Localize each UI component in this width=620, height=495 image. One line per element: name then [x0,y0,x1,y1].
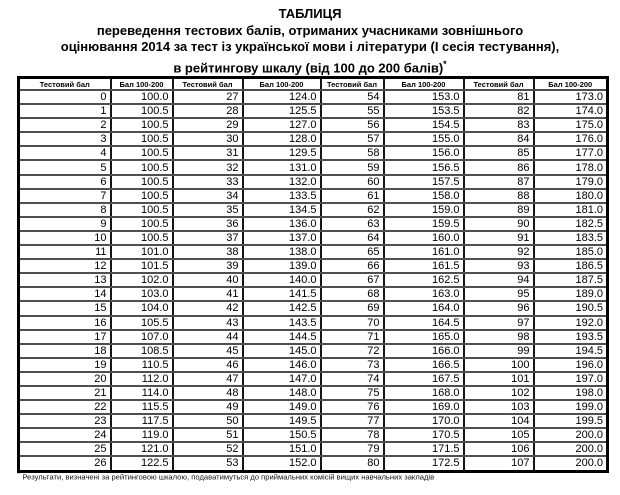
header-test-score-1: Тестовий бал [19,78,111,91]
test-score-cell: 97 [464,316,534,330]
test-score-cell: 70 [321,316,384,330]
test-score-cell: 81 [464,90,534,104]
table-row [19,316,608,330]
rating-score-cell: 142.5 [243,301,321,315]
test-score-cell: 17 [19,330,111,344]
test-score-cell: 103 [464,400,534,414]
test-score-cell: 82 [464,104,534,118]
test-score-cell: 12 [19,259,111,273]
rating-score-cell: 100.5 [111,175,173,189]
test-score-cell: 40 [173,273,243,287]
table-row [19,330,608,344]
rating-score-cell: 153.5 [384,104,464,118]
rating-score-cell: 157.5 [384,175,464,189]
rating-score-cell: 200.0 [534,428,608,442]
test-score-cell: 7 [19,189,111,203]
rating-score-cell: 131.0 [243,160,321,174]
table-row [19,231,608,245]
table-row [19,442,608,456]
rating-score-cell: 156.0 [384,146,464,160]
test-score-cell: 77 [321,414,384,428]
test-score-cell: 98 [464,330,534,344]
test-score-cell: 75 [321,386,384,400]
rating-score-cell: 104.0 [111,301,173,315]
rating-score-cell: 166.5 [384,358,464,372]
rating-score-cell: 150.5 [243,428,321,442]
test-score-cell: 80 [321,456,384,471]
rating-score-cell: 112.0 [111,372,173,386]
test-score-cell: 93 [464,259,534,273]
test-score-cell: 32 [173,160,243,174]
test-score-cell: 54 [321,90,384,104]
rating-score-cell: 200.0 [534,456,608,471]
rating-score-cell: 178.0 [534,160,608,174]
test-score-cell: 68 [321,287,384,301]
test-score-cell: 66 [321,259,384,273]
test-score-cell: 92 [464,245,534,259]
footnote-text: Результати, визначені за рейтинговою шкалою, подаватимуться до приймальних комісій вищих навчальних закладів [20,472,435,482]
test-score-cell: 13 [19,273,111,287]
header-test-score-4: Тестовий бал [464,78,534,91]
test-score-cell: 19 [19,358,111,372]
rating-score-cell: 138.0 [243,245,321,259]
test-score-cell: 78 [321,428,384,442]
footnote-marker: * [18,472,21,478]
rating-score-cell: 152.0 [243,456,321,471]
test-score-cell: 107 [464,456,534,471]
table-row [19,203,608,217]
rating-score-cell: 100.5 [111,132,173,146]
rating-score-cell: 100.5 [111,217,173,231]
rating-score-cell: 170.5 [384,428,464,442]
title-line-2: переведення тестових балів, отриманих учасниками зовнішнього [96,22,524,38]
table-row [19,273,608,287]
test-score-cell: 94 [464,273,534,287]
header-test-score-3: Тестовий бал [321,78,384,91]
rating-score-cell: 105.5 [111,316,173,330]
test-score-cell: 85 [464,146,534,160]
rating-score-cell: 197.0 [534,372,608,386]
header-row [19,78,608,91]
test-score-cell: 100 [464,358,534,372]
rating-score-cell: 129.5 [243,146,321,160]
test-score-cell: 73 [321,358,384,372]
test-score-cell: 35 [173,203,243,217]
rating-score-cell: 100.5 [111,104,173,118]
rating-score-cell: 162.5 [384,273,464,287]
rating-score-cell: 128.0 [243,132,321,146]
header-test-score-2: Тестовий бал [173,78,243,91]
rating-score-cell: 158.0 [384,189,464,203]
test-score-cell: 104 [464,414,534,428]
test-score-cell: 21 [19,386,111,400]
rating-score-cell: 164.0 [384,301,464,315]
rating-score-cell: 100.5 [111,118,173,132]
test-score-cell: 9 [19,217,111,231]
table-row [19,118,608,132]
test-score-cell: 91 [464,231,534,245]
rating-score-cell: 153.0 [384,90,464,104]
test-score-cell: 47 [173,372,243,386]
rating-score-cell: 101.5 [111,259,173,273]
test-score-cell: 22 [19,400,111,414]
test-score-cell: 43 [173,316,243,330]
title-line-4 [0,56,620,77]
test-score-cell: 41 [173,287,243,301]
test-score-cell: 36 [173,217,243,231]
test-score-cell: 61 [321,189,384,203]
table-row [19,456,608,471]
test-score-cell: 84 [464,132,534,146]
rating-score-cell: 192.0 [534,316,608,330]
rating-score-cell: 100.5 [111,231,173,245]
test-score-cell: 87 [464,175,534,189]
rating-score-cell: 173.0 [534,90,608,104]
test-score-cell: 2 [19,118,111,132]
test-score-cell: 60 [321,175,384,189]
rating-score-cell: 108.5 [111,344,173,358]
test-score-cell: 49 [173,400,243,414]
test-score-cell: 33 [173,175,243,189]
rating-score-cell: 143.5 [243,316,321,330]
test-score-cell: 16 [19,316,111,330]
title-line-1: ТАБЛИЦЯ [278,6,342,21]
rating-score-cell: 161.5 [384,259,464,273]
test-score-cell: 44 [173,330,243,344]
rating-score-cell: 170.0 [384,414,464,428]
test-score-cell: 65 [321,245,384,259]
title-footnote-marker: * [443,58,447,69]
test-score-cell: 30 [173,132,243,146]
rating-score-cell: 167.5 [384,372,464,386]
test-score-cell: 5 [19,160,111,174]
rating-score-cell: 166.0 [384,344,464,358]
rating-score-cell: 172.5 [384,456,464,471]
test-score-cell: 39 [173,259,243,273]
test-score-cell: 56 [321,118,384,132]
table-row [19,175,608,189]
test-score-cell: 6 [19,175,111,189]
rating-score-cell: 156.5 [384,160,464,174]
rating-score-cell: 119.0 [111,428,173,442]
table-row [19,146,608,160]
rating-score-cell: 159.5 [384,217,464,231]
table-body [19,90,608,471]
table-row [19,301,608,315]
test-score-cell: 90 [464,217,534,231]
table-row [19,245,608,259]
rating-score-cell: 137.0 [243,231,321,245]
rating-score-cell: 165.0 [384,330,464,344]
rating-score-cell: 136.0 [243,217,321,231]
header-rating-score-2: Бал 100-200 [243,78,321,91]
rating-score-cell: 102.0 [111,273,173,287]
test-score-cell: 20 [19,372,111,386]
rating-score-cell: 196.0 [534,358,608,372]
document-title [0,6,620,76]
rating-score-cell: 179.0 [534,175,608,189]
header-rating-score-4: Бал 100-200 [534,78,608,91]
rating-score-cell: 147.0 [243,372,321,386]
title-line-4-text: в рейтингову шкалу (від 100 до 200 балів) [173,59,444,75]
rating-score-cell: 183.5 [534,231,608,245]
rating-score-cell: 193.5 [534,330,608,344]
rating-score-cell: 133.5 [243,189,321,203]
rating-score-cell: 164.5 [384,316,464,330]
rating-score-cell: 169.0 [384,400,464,414]
rating-score-cell: 149.5 [243,414,321,428]
test-score-cell: 0 [19,90,111,104]
table-row [19,104,608,118]
rating-score-cell: 114.0 [111,386,173,400]
rating-score-cell: 100.0 [111,90,173,104]
rating-score-cell: 121.0 [111,442,173,456]
table-row [19,189,608,203]
rating-score-cell: 175.0 [534,118,608,132]
rating-score-cell: 154.5 [384,118,464,132]
test-score-cell: 76 [321,400,384,414]
test-score-cell: 15 [19,301,111,315]
rating-score-cell: 180.0 [534,189,608,203]
test-score-cell: 26 [19,456,111,471]
rating-score-cell: 199.0 [534,400,608,414]
test-score-cell: 34 [173,189,243,203]
rating-score-cell: 140.0 [243,273,321,287]
test-score-cell: 57 [321,132,384,146]
test-score-cell: 99 [464,344,534,358]
test-score-cell: 24 [19,428,111,442]
test-score-cell: 106 [464,442,534,456]
table-row [19,414,608,428]
test-score-cell: 10 [19,231,111,245]
table-row [19,259,608,273]
test-score-cell: 63 [321,217,384,231]
table-head [19,78,608,91]
test-score-cell: 46 [173,358,243,372]
rating-score-cell: 124.0 [243,90,321,104]
rating-score-cell: 134.5 [243,203,321,217]
table-row [19,160,608,174]
test-score-cell: 89 [464,203,534,217]
header-rating-score-1: Бал 100-200 [111,78,173,91]
test-score-cell: 8 [19,203,111,217]
test-score-cell: 62 [321,203,384,217]
test-score-cell: 79 [321,442,384,456]
rating-score-cell: 155.0 [384,132,464,146]
rating-score-cell: 100.5 [111,160,173,174]
rating-score-cell: 101.0 [111,245,173,259]
rating-score-cell: 181.0 [534,203,608,217]
rating-score-cell: 174.0 [534,104,608,118]
table-row [19,400,608,414]
rating-score-cell: 200.0 [534,442,608,456]
rating-score-cell: 145.0 [243,344,321,358]
test-score-cell: 50 [173,414,243,428]
table-row [19,217,608,231]
test-score-cell: 48 [173,386,243,400]
test-score-cell: 3 [19,132,111,146]
test-score-cell: 51 [173,428,243,442]
rating-score-cell: 117.5 [111,414,173,428]
rating-score-cell: 149.0 [243,400,321,414]
rating-score-cell: 115.5 [111,400,173,414]
rating-score-cell: 107.0 [111,330,173,344]
table-row [19,90,608,104]
table-row [19,386,608,400]
test-score-cell: 11 [19,245,111,259]
rating-score-cell: 100.5 [111,146,173,160]
rating-score-cell: 125.5 [243,104,321,118]
table-row [19,428,608,442]
test-score-cell: 18 [19,344,111,358]
test-score-cell: 64 [321,231,384,245]
rating-score-cell: 186.5 [534,259,608,273]
test-score-cell: 31 [173,146,243,160]
test-score-cell: 95 [464,287,534,301]
header-rating-score-3: Бал 100-200 [384,78,464,91]
test-score-cell: 69 [321,301,384,315]
rating-score-cell: 151.0 [243,442,321,456]
rating-score-cell: 187.5 [534,273,608,287]
rating-score-cell: 100.5 [111,203,173,217]
test-score-cell: 53 [173,456,243,471]
table-row [19,132,608,146]
footnote [18,472,608,482]
rating-score-cell: 177.0 [534,146,608,160]
test-score-cell: 4 [19,146,111,160]
test-score-cell: 45 [173,344,243,358]
rating-score-cell: 127.0 [243,118,321,132]
rating-score-cell: 176.0 [534,132,608,146]
rating-score-cell: 189.0 [534,287,608,301]
test-score-cell: 55 [321,104,384,118]
rating-score-cell: 168.0 [384,386,464,400]
rating-score-cell: 122.5 [111,456,173,471]
rating-score-cell: 144.5 [243,330,321,344]
rating-score-cell: 132.0 [243,175,321,189]
test-score-cell: 67 [321,273,384,287]
test-score-cell: 27 [173,90,243,104]
test-score-cell: 88 [464,189,534,203]
rating-score-cell: 163.0 [384,287,464,301]
test-score-cell: 58 [321,146,384,160]
rating-score-cell: 159.0 [384,203,464,217]
rating-score-cell: 103.0 [111,287,173,301]
rating-score-cell: 198.0 [534,386,608,400]
rating-score-cell: 160.0 [384,231,464,245]
title-line-3: оцінювання 2014 за тест із української мови і літератури (І сесія тестування), [60,39,560,54]
rating-score-cell: 171.5 [384,442,464,456]
test-score-cell: 42 [173,301,243,315]
test-score-cell: 105 [464,428,534,442]
table-row [19,344,608,358]
test-score-cell: 102 [464,386,534,400]
test-score-cell: 29 [173,118,243,132]
rating-score-cell: 148.0 [243,386,321,400]
table-row [19,358,608,372]
rating-score-cell: 146.0 [243,358,321,372]
test-score-cell: 25 [19,442,111,456]
test-score-cell: 52 [173,442,243,456]
test-score-cell: 71 [321,330,384,344]
rating-score-cell: 190.5 [534,301,608,315]
test-score-cell: 23 [19,414,111,428]
test-score-cell: 14 [19,287,111,301]
test-score-cell: 83 [464,118,534,132]
rating-score-cell: 139.0 [243,259,321,273]
rating-score-cell: 199.5 [534,414,608,428]
test-score-cell: 96 [464,301,534,315]
table-row [19,372,608,386]
test-score-cell: 38 [173,245,243,259]
test-score-cell: 86 [464,160,534,174]
test-score-cell: 1 [19,104,111,118]
score-conversion-table [17,76,609,473]
rating-score-cell: 185.0 [534,245,608,259]
rating-score-cell: 110.5 [111,358,173,372]
table-row [19,287,608,301]
rating-score-cell: 194.5 [534,344,608,358]
rating-score-cell: 182.5 [534,217,608,231]
test-score-cell: 28 [173,104,243,118]
rating-score-cell: 100.5 [111,189,173,203]
test-score-cell: 37 [173,231,243,245]
test-score-cell: 101 [464,372,534,386]
test-score-cell: 74 [321,372,384,386]
test-score-cell: 59 [321,160,384,174]
rating-score-cell: 141.5 [243,287,321,301]
rating-score-cell: 161.0 [384,245,464,259]
test-score-cell: 72 [321,344,384,358]
